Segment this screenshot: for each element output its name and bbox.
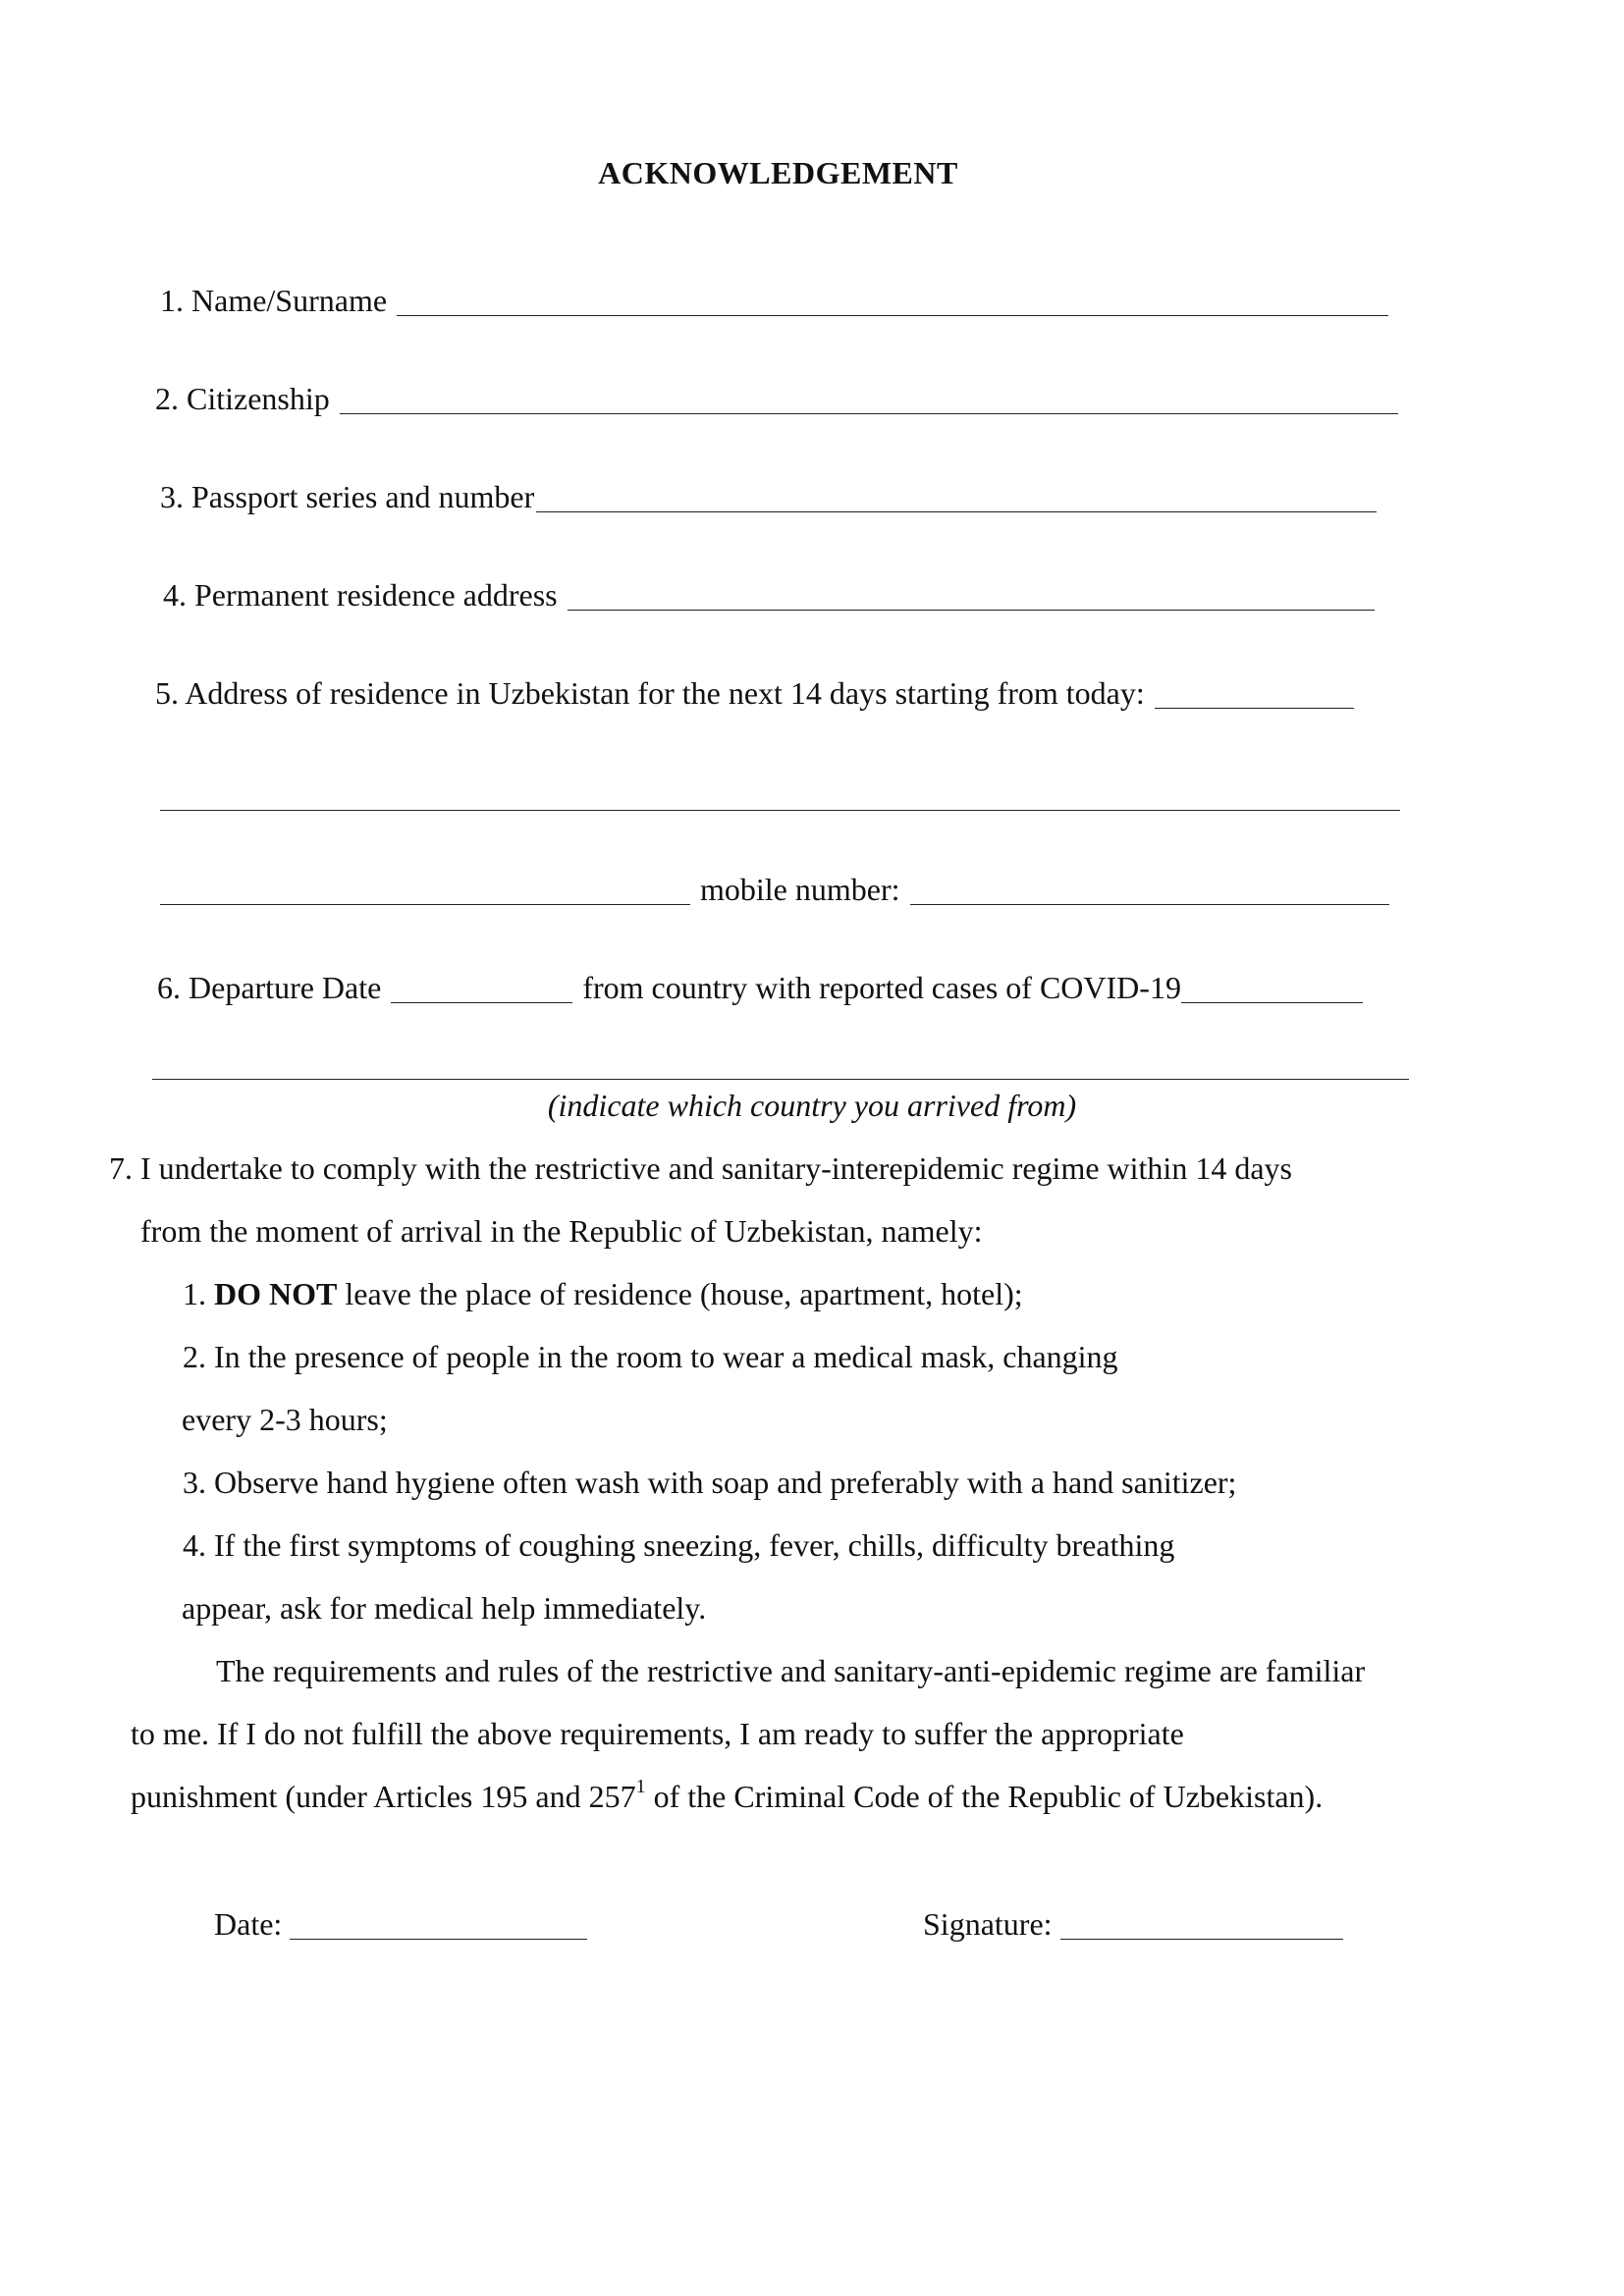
name-input-line[interactable] (397, 288, 1388, 316)
page-title: ACKNOWLEDGEMENT (598, 155, 958, 190)
field-passport-label: 3. Passport series and number (160, 479, 535, 514)
undertaking-item-2-line-2: every 2-3 hours; (182, 1402, 388, 1437)
passport-input-line[interactable] (536, 484, 1377, 512)
uz-address-input-line-1[interactable] (1155, 680, 1354, 709)
closing-line-1: The requirements and rules of the restrictive and sanitary-anti-epidemic regime are familiar (216, 1653, 1366, 1688)
signature-label: Signature: (923, 1906, 1053, 1942)
uz-address-input-line-3[interactable] (160, 877, 690, 905)
departure-date-input-line[interactable] (391, 975, 572, 1003)
field-citizenship-label: 2. Citizenship (155, 381, 330, 416)
field-name (160, 285, 1388, 316)
field-from-country-label: from country with reported cases of COVID-19 (582, 970, 1181, 1005)
undertaking-item-2-line-1: 2. In the presence of people in the room to wear a medical mask, changing (183, 1339, 1118, 1374)
field-mobile (160, 874, 1389, 905)
closing-line-2: to me. If I do not fulfill the above requirements, I am ready to suffer the appropriate (131, 1716, 1184, 1751)
date-label: Date: (214, 1906, 283, 1942)
citizenship-input-line[interactable] (340, 386, 1398, 414)
closing-line-3-text: punishment (under Articles 195 and 257 (131, 1779, 636, 1814)
date-input-line[interactable] (290, 1911, 587, 1940)
item-1-text: leave the place of residence (house, apartment, hotel); (345, 1276, 1023, 1311)
field-passport (160, 481, 1377, 512)
undertaking-intro-line-2: from the moment of arrival in the Republic of Uzbekistan, namely: (140, 1213, 983, 1249)
mobile-input-line[interactable] (910, 877, 1389, 905)
field-mobile-label: mobile number: (700, 872, 900, 907)
field-name-label: 1. Name/Surname (160, 283, 388, 318)
article-superscript: 1 (635, 1776, 646, 1798)
field-permanent-address-label: 4. Permanent residence address (163, 577, 558, 613)
undertaking-intro-line-1: 7. I undertake to comply with the restrictive and sanitary-interepidemic regime within 14 days (109, 1150, 1292, 1186)
arrival-country-input-line[interactable] (152, 1079, 1409, 1080)
undertaking-item-1 (183, 1278, 1023, 1309)
permanent-address-input-line[interactable] (568, 582, 1375, 611)
signature-field (923, 1908, 1343, 1940)
item-1-emphasis: DO NOT (214, 1276, 338, 1311)
signature-input-line[interactable] (1060, 1911, 1343, 1940)
covid-country-input-line[interactable] (1181, 975, 1363, 1003)
undertaking-item-3: 3. Observe hand hygiene often wash with soap and preferably with a hand sanitizer; (183, 1465, 1237, 1500)
item-1-number: 1. (183, 1276, 206, 1311)
field-departure (157, 972, 1363, 1003)
field-citizenship (155, 383, 1398, 414)
undertaking-item-4-line-2: appear, ask for medical help immediately. (182, 1590, 707, 1626)
field-permanent-address (163, 579, 1375, 611)
field-uz-address-label: 5. Address of residence in Uzbekistan for the next 14 days starting from today: (155, 675, 1145, 711)
closing-line-3 (131, 1776, 1324, 1814)
country-hint: (indicate which country you arrived from) (547, 1088, 1077, 1123)
undertaking-item-4-line-1: 4. If the first symptoms of coughing sneezing, fever, chills, difficulty breathing (183, 1527, 1175, 1563)
closing-line-3-text-end: of the Criminal Code of the Republic of Uzbekistan). (645, 1779, 1324, 1814)
field-uz-address (155, 677, 1354, 709)
field-departure-date-label: 6. Departure Date (157, 970, 382, 1005)
date-field (214, 1908, 587, 1940)
uz-address-input-line-2[interactable] (160, 810, 1400, 811)
